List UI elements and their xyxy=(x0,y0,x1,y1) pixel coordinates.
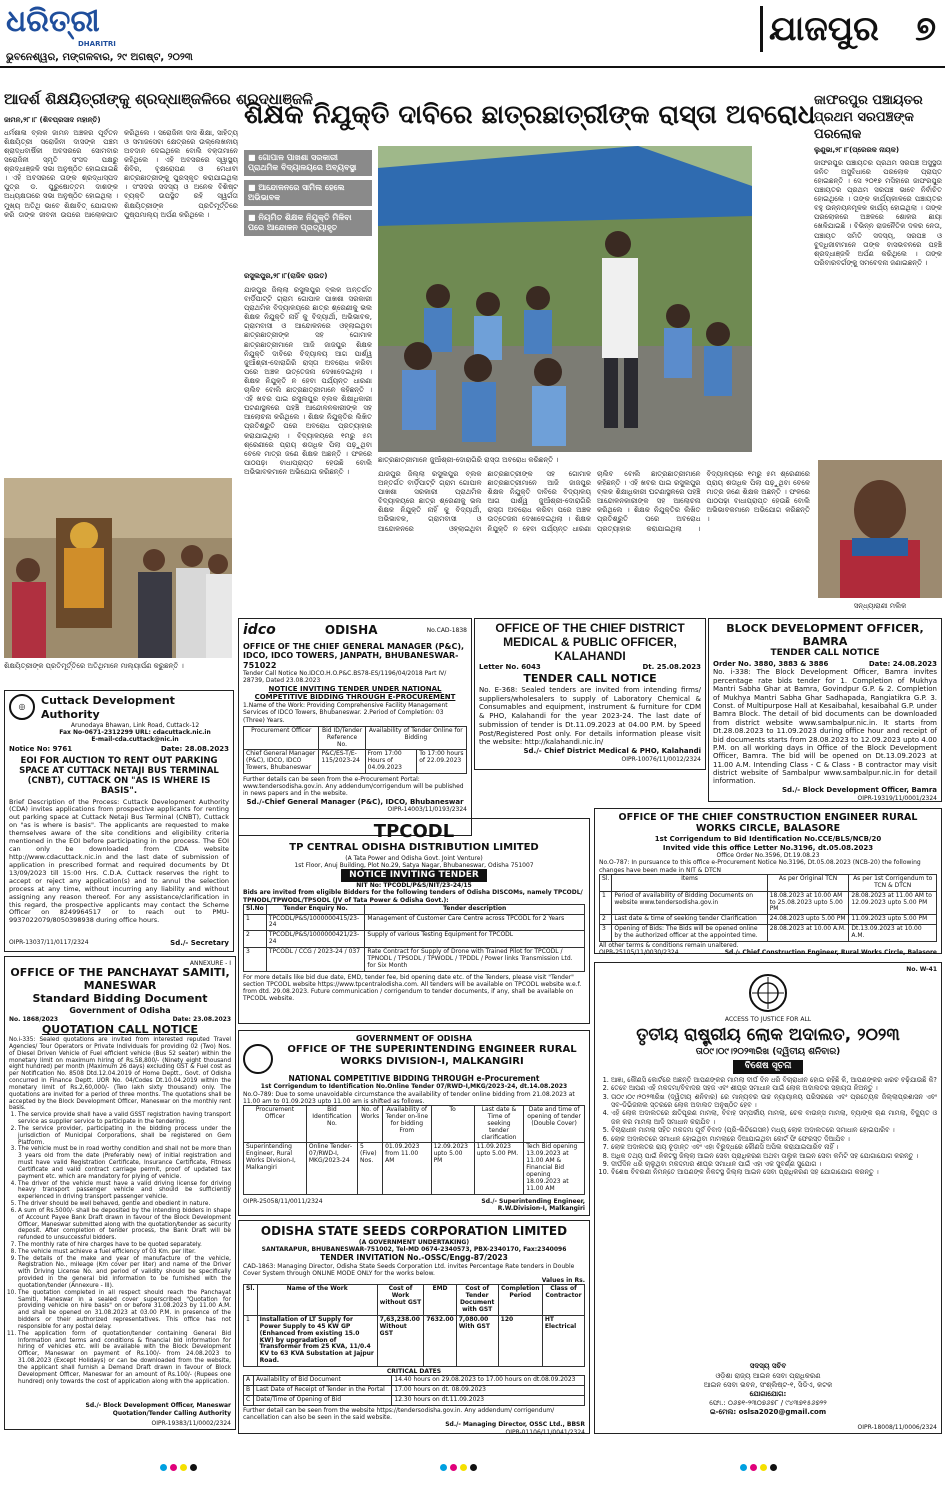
malkangiri-th-4: Availability of Tender on-line for bidding From xyxy=(383,1105,431,1142)
lead-bullet-3-text: ନିୟମିତ ଶିକ୍ଷକ ନିଯୁକ୍ତି ମିଳିବା ପରେ ଆନ୍ଦୋଳନ ପ୍ରତ୍ୟାହୃତ xyxy=(248,213,352,232)
tpcodl-r2-c2: TPCODL/P&S/1000000421/23-24 xyxy=(266,931,365,948)
ossc-td-1: 1 xyxy=(244,1315,258,1366)
idco-th-1: Procurement Officer xyxy=(244,726,319,750)
bdo-subtitle: TENDER CALL NOTICE xyxy=(770,648,880,659)
lead-photo-caption: ଛାତ୍ରଛାତ୍ରୀମାନେ ଜୁଆଁଶ୍ରୀ-ଦୋରାଗିରି ରାସ୍ତା ଅବରୋଧ କରିଛନ୍ତି । xyxy=(378,456,559,464)
malkangiri-th-3: No. of Works xyxy=(358,1105,383,1142)
ad-bdo-bamra xyxy=(708,618,942,802)
masthead-rule xyxy=(0,66,945,68)
idco-subtitle: NOTICE INVITING TENDER UNDER NATIONAL COMPETITIVE BIDDING THROUGH E-PROCUREMENT xyxy=(254,684,456,702)
idco-td-3: From 17:00 Hours of 04.09.2023 xyxy=(365,750,417,774)
list-item: 9. The details of the make and year of manufacture of the vehicle, Registration No., mileage (Km cover per liter) and name of the Driver with Driving License No. and period of validity should be specifically provided in the general bid information to be furnished with the quotation/tender (Annexure - III). xyxy=(18,1256,231,1290)
right-story-caption: ସନ୍ଧ୍ୟାରାଣୀ ମଲିକ xyxy=(853,602,907,610)
idco-odisha-logo: ODISHA xyxy=(324,623,378,638)
ossc-d3-c2: Date/Time of Opening of Bid xyxy=(254,1396,392,1406)
balasore-footer: All other terms & conditions remain unaltered. xyxy=(599,941,739,949)
left-story-photo-art xyxy=(4,478,232,658)
lok-adalat-address: ଆଇନ ସେବା ଭବନ, ସଂଶ୍ଲିଷ୍ଟ-୧, ସିଡିଏ, କଟକ xyxy=(703,1380,833,1389)
black-dot xyxy=(470,1464,477,1471)
list-item: 3. ତା୦୯।୦୯।୨୦୨୩ରିଖ (ଦ୍ୱିତୀୟ ଶନିବାର) ରେ ମାନ୍ୟବର ଉଚ୍ଚ ନ୍ୟାୟାଳୟ ପରିସରରେ ଏବଂ ପ୍ରତ୍ୟେକ ଜିଲ୍ଲାପ୍ରଶାସନ ଏବଂ ସବ-ଡିଭିଜନାଲ ସ୍ତରରେ ଲୋକ ଅଦାଲତ ଅନୁଷ୍ଠିତ ହେବ । xyxy=(611,1093,937,1110)
bdo-date: Date: 24.08.2023 xyxy=(868,659,937,668)
ossc-td-3: 7,63,238.00 Without GST xyxy=(377,1315,424,1366)
ossc-d1-c2: Availability of Bid Document xyxy=(254,1376,392,1386)
ad-cdmo xyxy=(474,618,706,770)
balasore-order: Office Order No.3596, Dt.19.08.23 xyxy=(716,852,820,860)
registration-marks-center xyxy=(440,1464,477,1471)
list-item: 11. The application form of quotation/tender containing General Bid Information and terms and conditions & financial bid information for hiring of vehicles etc. will be available with the Block Development Officer, Maneswar on payment of Rs.100/- from 24.08.2023 to 31.08.2023 (Except Holidays) or can be downloaded from the website, the applicant shall furnish a Demand Draft drawn in favour of Block Development Officer, Maneswar for an amount of Rs.100/- (Rupees one hundred) only towards the cost of application along with the application. xyxy=(18,1331,231,1386)
ossc-sign: Sd./- Managing Director, OSSC Ltd., BBSR xyxy=(445,1421,585,1429)
tpcodl-th-3: Tender description xyxy=(365,904,585,914)
cda-email: E-mail-cda.cuttack@nic.in xyxy=(91,735,179,743)
right-story-headline: ଜାଫରପୁର ପଞ୍ଚାୟତର ପ୍ରଥମ ସରପଞ୍ଚଙ୍କ ପରଲୋକ xyxy=(814,93,923,142)
idco-footer: Further details can be seen from the e-Procurement Portal: www.tendersodisha.gov.in. Any addendum/corrigendum will be published in news papers and in the website. xyxy=(243,776,464,798)
cdmo-oipr: OIPR-10076/11/0012/2324 xyxy=(621,755,701,763)
cdmo-title: OFFICE OF THE CHIEF DISTRICT MEDICAL & PUBLIC OFFICER, KALAHANDI xyxy=(495,621,685,663)
ossc-d2-c1: B xyxy=(244,1386,254,1396)
tpcodl-title: TP CENTRAL ODISHA DISTRIBUTION LIMITED xyxy=(289,842,539,853)
ossc-values: Values in Rs. xyxy=(541,1277,585,1285)
table-row xyxy=(244,1315,585,1366)
ossc-intro: CAD-1863: Managing Director, Odisha State Seeds Corporation Ltd. invites Percentage Rate tenders in Double Cover System through ONLINE MODE ONLY for the works below. xyxy=(243,1262,575,1277)
lok-adalat-email: ଇ-ମେଲ: oslsa2020@gmail.com xyxy=(709,1407,827,1416)
cda-footer xyxy=(9,939,229,948)
table-row xyxy=(244,750,467,774)
cda-sign: Sd./- Secretary xyxy=(170,939,229,948)
section-title-box xyxy=(760,6,942,52)
malkangiri-td-4: 01.09.2023 from 11.00 AM xyxy=(383,1143,431,1194)
list-item: 1. The service provide shall have a valid GSST registration having transport service as supplier service to participate in the tendering. xyxy=(18,1112,231,1126)
left-story-body: ଧର୍ମଶାଳା ବ୍ଲକ ଜାମନ ଅଞ୍ଚଳର ପୂର୍ବତନ ଶିକ୍ଷୟିତ୍ରୀ ସରୋଜିନୀ ଦାସଙ୍କ ପଞ୍ଚମ ଶ୍ରାଦ୍ଧବାର୍ଷିକୀ ଅବସରରେ ସୋମବାର ସରୋଜିନୀ ସ୍ମୃତି ସଂସଦ ପକ୍ଷରୁ ଶ୍ରଦ୍ଧାଞ୍ଜଳି ସଭା ଅନୁଷ୍ଠିତ ହୋଇଯାଇଛି । ଏହି ଅବସରରେ ତାଙ୍କ ଶ୍ରଦ୍ଧାସ୍ପଦ ପୁତ୍ର ଡ. ପୁରୁଷୋତ୍ତମ ଦାଶଙ୍କ ଅଧ୍ୟକ୍ଷତାରେ ସଭା ଅନୁଷ୍ଠିତ ହୋଇଥିଲା । ମୁଖ୍ୟ ଅତିଥି ଭାବେ ଶିକ୍ଷାବିତ୍ ଯୋଗଦାନ କରି ତାଙ୍କ ଜୀବନୀ ଉପରେ ଆଲୋକପାତ କରିଥିଲେ । ସରୋଜିନୀ ଦାସ ଶିକ୍ଷା, ସାହିତ୍ୟ ଓ ସମାଜସେବା କ୍ଷେତ୍ରରେ ଉଲ୍ଲେଖନୀୟ ଅବଦାନ ଦେଇଥିଲେ ବୋଲି ବକ୍ତାମାନେ କହିଥିଲେ । ଏହି ଅବସରରେ ସ୍ୱାସ୍ଥ୍ୟ ଶିବିର, ବୃକ୍ଷରୋପଣ ଓ ମେଧାବୀ ଛାତ୍ରଛାତ୍ରୀଙ୍କୁ ପୁରସ୍କୃତ କରାଯାଇଥିଲା । ସଂସଦର ସଦସ୍ୟ ଓ ଅନେକ ବିଶିଷ୍ଟ ବ୍ୟକ୍ତି ଉପସ୍ଥିତ ରହି ସ୍ୱର୍ଗତା ଶିକ୍ଷୟିତ୍ରୀଙ୍କ ପ୍ରତିମୂର୍ତ୍ତିରେ ପୁଷ୍ପମାଲ୍ୟ ଅର୍ପଣ କରିଥିଲେ । xyxy=(4,128,238,219)
list-item: 4. ଏହି ଲୋକ ଅଦାଲତରେ କ୍ଷତିପୂରଣ ମାମଲା, ବିବାହ ସମ୍ପର୍କୀୟ ମାମଲା, ଚେକ ବାଉନ୍ସ ମାମଲା, ବ୍ୟାଙ୍କ ଋଣ ମାମଲା, ବିଦ୍ୟୁତ ଓ ଜଳ କର ମାମଲା ଆଦି ସମାଧାନ କରାଯିବ । xyxy=(611,1109,937,1126)
ossc-dates-table xyxy=(243,1375,585,1406)
cdmo-letter: Letter No. 6043 xyxy=(479,663,541,672)
list-item: 5. The driver should be well behaved, gentle and obedient in nature. xyxy=(18,1201,231,1208)
masthead xyxy=(0,0,945,68)
lok-adalat-special-wrap xyxy=(599,1060,937,1073)
lead-bullets xyxy=(244,150,372,268)
odisha-emblem-icon xyxy=(243,1044,273,1074)
idco-code: No.CAD-1838 xyxy=(426,627,467,635)
malkangiri-td-3: 5 (Five) Nos. xyxy=(358,1143,383,1194)
balasore-r3-c3: 28.08.2023 at 10.00 A.M. xyxy=(767,925,849,942)
table-row xyxy=(244,931,585,948)
tpcodl-sub1: (A Tata Power and Odisha Govt. Joint Venture) xyxy=(345,854,483,862)
cdmo-letter-row xyxy=(479,663,701,672)
malkangiri-td-5: 12.09.2023 upto 5.00 PM xyxy=(431,1143,474,1194)
malkangiri-corr: 1st Corrigendum to Identification No.Online Tender 07/RWD-I,MKG/2023-24, dt.14.08.2023 xyxy=(260,1083,568,1091)
tpcodl-address: 1st Floor, Anuj Building, Plot No.29, Satya Nagar, Bhubaneswar, Odisha 751007 xyxy=(294,861,534,869)
cda-title: Cuttack Development Authority xyxy=(41,694,175,721)
list-item: 7. The monthly rate of hire charges have to be quoted separately. xyxy=(18,1242,231,1249)
ossc-td-4: 7632.00 xyxy=(424,1315,456,1366)
maneswar-subtitle: Standard Bidding Document xyxy=(32,992,208,1006)
masthead-logo-odia: ଧରିତ୍ରୀ xyxy=(6,4,100,39)
idco-table-head xyxy=(244,726,467,750)
right-story-photo-art xyxy=(818,460,942,598)
list-item: 5. ବିଚାରାଧୀନ ମାମଲା ସହିତ ମକଦ୍ଦମା ପୂର୍ବ ବିବାଦ (ପ୍ରି-ଲିଟିଗେସନ) ମଧ୍ୟ ଲୋକ ଅଦାଲତରେ ସମାଧାନ ହୋଇପାରିବ । xyxy=(611,1126,937,1134)
idco-work: 1.Name of the Work: Providing Comprehensive Facility Management Services of IDCO Towers, Bhubaneswar. 2.Period of Completion: 03 (Three) Years. xyxy=(243,702,448,724)
ad-lok-adalat xyxy=(594,962,942,1434)
list-item: 8. The vehicle must achieve a fuel efficiency of 03 Km. per liter. xyxy=(18,1249,231,1256)
balasore-r2-c1: 2 xyxy=(600,915,612,925)
tpcodl-footer: For more details like bid due date, EMD, tender fee, bid opening date etc. of the Tenders, please visit "Tender" section TPCODL website https://www.tpcentralodisha.com. All tenders will be available on TPCODL website w.e.f. from dtd. 29.08.2023. Future communication / corrigendum to tender documents, if any, shall be available on TPCODL website. xyxy=(243,973,582,1003)
balasore-sub2: Invited vide this office Letter No.3196, dt.05.08.2023 xyxy=(662,843,874,852)
list-item: 6. ଲୋକ ଅଦାଲତରେ ସମାଧାନ ହୋଇଥିବା ମାମଲାରେ ଦିଆଯାଇଥିବା କୋର୍ଟ ଫି ଫେରସ୍ତ ଦିଆଯିବ । xyxy=(611,1135,937,1143)
maneswar-date: Date: 23.08.2023 xyxy=(172,1016,231,1024)
bdo-order: Order No. 3880, 3883 & 3886 xyxy=(713,659,829,668)
cda-notice-row xyxy=(9,745,229,754)
tpcodl-intro: Bids are invited from eligible Bidders for the following tenders of Odisha DISCOMs, namely TPCODL/ TPNODL/TPWODL/TPSODL (JV of Tata Power & Odisha Govt.): xyxy=(243,889,583,904)
left-story-caption: ଶିକ୍ଷୟିତ୍ରୀଙ୍କ ପ୍ରତିମୂର୍ତ୍ତିରେ ଅତିଥିମାନେ ମାଲ୍ୟାର୍ପଣ କରୁଛନ୍ତି । xyxy=(4,662,184,670)
list-item: 10. The quotation completed in all respect should reach the Panchayat Samiti, Maneswar in a sealed cover superscribed "Quotation for providing vehicle on hire basis" on or before 31.08.2023 by 11.00 A.M. and shall be opened on 31.08.2023 at 03.00 P.M. in presence of the bidders or their authorized representatives. This office has not responsible for any postal delay. xyxy=(18,1290,231,1331)
lead-headline: ଶିକ୍ଷକ ନିଯୁକ୍ତି ଦାବିରେ ଛାତ୍ରଛାତ୍ରୀଙ୍କ ରାସ୍ତା ଅବରୋଧ xyxy=(244,100,816,130)
maneswar-sign: Sd./- Block Development Officer, Maneswar Quotation/Tender Calling Authority xyxy=(85,1402,231,1417)
ossc-td-7: HT Electrical xyxy=(542,1315,584,1366)
ossc-d1-c3: 14.40 hours on 29.08.2023 to 17.00 hours on dt.08.09.2023 xyxy=(392,1376,585,1386)
tpcodl-r3-c3: Rate Contract for Supply of Drone with Trained Pilot for TPCODL / TPNODL / TPSODL / TPWODL / TPDDL / Power links Transmission Ltd. for Six Month xyxy=(365,948,585,972)
tpcodl-th-1: Sl.No xyxy=(244,904,267,914)
malkangiri-table xyxy=(243,1105,585,1195)
right-story-byline: ଲୁଣୁଭା,୨୮।୮(ପ୍ରେରକ ନାୟକ) xyxy=(814,146,900,154)
table-row xyxy=(244,1376,585,1386)
tpcodl-table-head xyxy=(244,904,585,914)
balasore-r1-c4: 28.08.2023 at 11.00 AM to 12.09.2023 upto 5.00 PM xyxy=(849,891,937,915)
lok-adalat-special: ବିଶେଷ ସୂଚନା xyxy=(733,1060,804,1073)
ossc-d1-c1: A xyxy=(244,1376,254,1386)
registration-marks-left xyxy=(160,1464,197,1471)
table-row xyxy=(244,1143,585,1194)
magenta-dot xyxy=(170,1464,177,1471)
tpcodl-band: NOTICE INVITING TENDER xyxy=(341,869,487,882)
maneswar-body: No.i-335: Sealed quotations are invited from interested reputed Travel Agencies/ Tour Operators or Private Individuals for providing 02 (Two) Nos. of Diesel Driven Vehicle of Fuel efficient vehicle (Bus 52 seater) within the monetary limit on maximum hiring of Rs.58,800/- (Ninety eight thousand eight hundred) per month (Maximum 26 days) excluding GST & Fuel cost as per Notification No. 8508 Dtd.12.04.2019 of Home Deptt., Govt. of Odisha concurred in Finance Deptt. UOR No. 04/Codes Dt.10.04.2019 within the monetary limit of Rs.2,60,000/- (Two lakh sixty thousand) only. The quotations are invited for a period of three months. The quotations shall be accepted by the Block Development Officer, Maneswar on the monthly rent basis. xyxy=(9,1037,231,1112)
ossc-d2-c2: Last Date of Receipt of Tender in the Portal xyxy=(254,1386,392,1396)
tpcodl-logo: TPCODL xyxy=(373,821,455,842)
cdmo-subtitle: TENDER CALL NOTICE xyxy=(523,672,657,686)
malkangiri-oipr: OIPR-25058/11/0011/2324 xyxy=(243,1197,323,1205)
balasore-r3-c2: Opening of Bids: The Bids will be opened online by the authorized officer at the appointed time. xyxy=(612,925,767,942)
cyan-dot xyxy=(740,1464,747,1471)
idco-td-1: Chief General Manager (P&C), IDCO, IDCO Towers, Bhubaneswar xyxy=(244,750,319,774)
ossc-td-6: 120 xyxy=(498,1315,542,1366)
page-number: ୭ xyxy=(915,9,936,49)
idco-oipr: OIPR-14003/11/0193/2324 xyxy=(387,806,467,814)
tpcodl-r3-c2: TPCODL / CCG / 2023-24 / 037 xyxy=(266,948,365,972)
list-item: 10. ବିଶେଷ ବିବରଣୀ ନିମନ୍ତେ ଆପଣଙ୍କ ନିକଟସ୍ଥ ଜିଲ୍ଲା ଆଇନ ସେବା ପ୍ରାଧିକରଣ ସହ ଯୋଗାଯୋଗ କରନ୍ତୁ । xyxy=(611,1168,937,1176)
lok-adalat-no: No. W-41 xyxy=(906,966,937,973)
ossc-d3-c1: C xyxy=(244,1396,254,1406)
lead-bullet-1: ■ ଗୋପାଳ ପାଖଶା ସରକାରୀ ପ୍ରାଥମିକ ବିଦ୍ୟାଳୟରେ ଅବ୍ୟବସ୍ଥା xyxy=(244,150,372,176)
ossc-d3-c3: 12.30 hours on dt.11.09.2023 xyxy=(392,1396,585,1406)
lead-bullet-3: ■ ନିୟମିତ ଶିକ୍ଷକ ନିଯୁକ୍ତି ମିଳିବା ପରେ ଆନ୍ଦୋଳନ ପ୍ରତ୍ୟାହୃତ xyxy=(244,210,372,236)
balasore-th-2: Items xyxy=(612,874,767,891)
ossc-table xyxy=(243,1284,585,1367)
bdo-oipr: OIPR-19319/11/0001/2324 xyxy=(857,794,937,802)
right-story xyxy=(814,92,942,452)
tpcodl-th-2: Tender Enquiry No. xyxy=(266,904,365,914)
balasore-table-head xyxy=(600,874,937,891)
idco-th-2: Bid ID/Tender Reference No. xyxy=(319,726,365,750)
maneswar-no: No. 1868/2023 xyxy=(9,1016,59,1024)
ossc-th-3: Cost of Work without GST xyxy=(377,1285,424,1316)
idco-table xyxy=(243,726,467,774)
idco-td-4: To 17:00 hours of 22.09.2023 xyxy=(417,750,467,774)
table-row xyxy=(244,1386,585,1396)
malkangiri-title: OFFICE OF THE SUPERINTENDING ENGINEER RURAL WORKS DIVISION-I, MALKANGIRI xyxy=(287,1044,577,1067)
ad-maneswar xyxy=(4,956,236,1430)
yellow-dot xyxy=(180,1464,187,1471)
dateline: ଭୁବନେଶ୍ୱର, ମଙ୍ଗଳବାର, ୨୯ ଅଗଷ୍ଟ, ୨୦୨୩ xyxy=(6,52,193,63)
table-row xyxy=(244,914,585,931)
ad-rural-balasore xyxy=(594,808,942,957)
bdo-body: No. i-338: The Block Development Officer, Bamra invites percentage rate bids tender for 1. Completion of Mukhya Mantri Sabha Ghar at Bamra, Govindpur G.P. & 2. Completion of Mukhya Mantri Sabha Ghar Sadhapada, Rangiatikra G.P. 3. Const. of Multipurpose Hall at Kesaibahal, kesaibahal G.P. under Bamra Block. The detail of bid documents can be downloaded from district website www.sambalpur.nic.in. It starts from Dt.28.08.2023 to 11.09.2023 during office hour and receipt of bid documents starts from 28.08.2023 to 12.09.2023 upto 4.00 P.M. on all working days in Office of the Block Development Officer, Bamra. The bid will be opened on Dt.13.09.2023 at 11.00 A.M. Intending Class - C & Class - B contractor may visit district website of Sambalpur www.sambalpur.nic.in for detail information. xyxy=(713,668,937,786)
right-story-photo xyxy=(818,460,942,598)
lok-adalat-emblem-caption: ACCESS TO JUSTICE FOR ALL xyxy=(724,1015,812,1023)
idco-header xyxy=(243,622,467,640)
balasore-sub: 1st Corrigendum to Bid Identification No.CCE/BLS/NCB/20 xyxy=(654,834,882,843)
balasore-r1-c1: 1 xyxy=(600,891,612,915)
list-item: 8. ଅଧିକ ତଥ୍ୟ ପାଇଁ ନିକଟସ୍ଥ ଜିଲ୍ଲା ଆଇନ ସେବା ପ୍ରାଧିକରଣ ଅଥବା ତାଲୁକ ଆଇନ ସେବା କମିଟି ସହ ଯୋଗାଯୋଗ କରନ୍ତୁ । xyxy=(611,1152,937,1160)
cdmo-body: No. E-368: Sealed tenders are invited from intending firms/ suppliers/wholesalers to supply of Laboratory Chemical & Consumables and equipment, instrument & furniture for CDM & PHO, Kalahandi for the year 2023-24. The last date of submission of tender is Dt.11.09.2023 at 04.00 P.M. by Speed Post/Registered Post only. For details information please visit the website: http://kalahandi.nic.in/ xyxy=(479,685,701,747)
tpcodl-r3-c1: 3 xyxy=(244,948,267,972)
balasore-bottom xyxy=(599,949,937,956)
cyan-dot xyxy=(440,1464,447,1471)
list-item: 2. The service provider, participating in the bidding process under the jurisdiction of Municipal Corporations, shall be registered on Gem Platform. xyxy=(18,1126,231,1146)
lead-body-left: ଯାଜପୁର ଜିଲ୍ଲା ରସୁଲପୁର ବ୍ଲକ ଅନ୍ତର୍ଗତ ବାର୍ଡ଼ିପାଟ୍ଟି ଗ୍ରାମ ଗୋପାଳ ପାଖଶା ସରକାରୀ ପ୍ରାଥମିକ ବିଦ୍ୟାଳୟରେ ଛାତ୍ର ଶ୍ରେଣୀକୁ ଭଲ ଶିକ୍ଷକ ନିଯୁକ୍ତି ନାହିଁ କୁ ବିଦ୍ୟାର୍ଥୀ, ଅଭିଭାବକ, ଗ୍ରାମବାସୀ ଓ ଆନ୍ଦୋଳନରେ ଓହ୍ଲାଇଥିବା ଛାତ୍ରଛାତ୍ରୀଙ୍କ ସହ ଗୋମାଳ ଛାତ୍ରଛାତ୍ରୀମାନେ ଆଜି ଜାଜପୁର ଶିକ୍ଷକ ନିଯୁକ୍ତି ଦାବିରେ ବିଦ୍ୟାଳୟ ଆଗ ପାର୍ଶ୍ୱ ଜୁଆଁଶ୍ରୀ-ଦୋରାଗିରି ରାସ୍ତା ଅବରୋଧ କରିବା ପରେ ଅଞ୍ଚଳ ଉତ୍ତେଜନା ଦେଖାଦେଇଥିଲା । ଶିକ୍ଷକ ନିଯୁକ୍ତି ନ ହେବା ପର୍ଯ୍ୟନ୍ତ ଧାରଣା ଚାଲିବ ବୋଲି ଛାତ୍ରଛାତ୍ରୀମାନେ କହିଛନ୍ତି । ଏହି ଖବର ପାଇ ରସୁଲପୁର ବ୍ଲକ ଶିକ୍ଷାଧିକାରୀ ଘଟଣାସ୍ଥଳରେ ପହଞ୍ଚି ଆନ୍ଦୋଳନକାରୀଙ୍କ ସହ ଆଲୋଚନା କରିଥିଲେ । ଶିକ୍ଷକ ନିଯୁକ୍ତିର ଲିଖିତ ପ୍ରତିଶ୍ରୁତି ପରେ ଅବରୋଧ ପ୍ରତ୍ୟାହାର କରାଯାଇଥିଲା । ବିଦ୍ୟାଳୟରେ ୧ମରୁ ୫ମ ଶ୍ରେଣୀରେ ପ୍ରାୟ ଶତାଧିକ ପିଲା ପଢ଼ୁଥିବା ବେଳେ ମାତ୍ର ଜଣେ ଶିକ୍ଷକ ଅଛନ୍ତି । ଫଳରେ ପାଠପଢ଼ା ବାଧାପ୍ରାପ୍ତ ହେଉଛି ବୋଲି ଅଭିଭାବକମାନେ ଅଭିଯୋଗ କରିଛନ୍ତି । xyxy=(244,286,372,476)
table-row xyxy=(244,948,585,972)
ossc-dates-title: CRITICAL DATES xyxy=(386,1368,442,1376)
tpcodl-band-wrap xyxy=(243,869,585,882)
yellow-dot xyxy=(760,1464,767,1471)
lead-headline-box xyxy=(244,92,816,140)
tpcodl-r1-c1: 1 xyxy=(244,914,267,931)
ossc-td-5: 7,080.00 With GST xyxy=(456,1315,498,1366)
cda-date: Date: 28.08.2023 xyxy=(160,745,229,754)
malkangiri-gov: GOVERNMENT OF ODISHA xyxy=(355,1034,473,1043)
ossc-d2-c3: 17.00 hours on dt. 08.09.2023 xyxy=(392,1386,585,1396)
cda-headline: EOI FOR AUCTION TO RENT OUT PARKING SPACE AT CUTTACK NETAJI BUS TERMINAL (CNBT), CUTTACK ON "AS IS WHERE IS BASIS". xyxy=(19,755,219,797)
ad-ossc xyxy=(238,1220,590,1434)
ossc-th-4: EMD xyxy=(424,1285,456,1316)
malkangiri-th-1: Procurement Officer xyxy=(244,1105,307,1142)
ossc-th-7: Class of Contractor xyxy=(542,1285,584,1316)
malkangiri-table-head xyxy=(244,1105,585,1142)
masthead-logo-latin: DHARITRI xyxy=(78,40,116,48)
bdo-order-row xyxy=(713,660,937,669)
balasore-table xyxy=(599,874,937,942)
lead-body-columns: ଯାଜପୁର ଜିଲ୍ଲା ରସୁଲପୁର ବ୍ଲକ ଅନ୍ତର୍ଗତ ବାର୍ଡ଼ିପାଟ୍ଟି ଗ୍ରାମ ଗୋପାଳ ପାଖଶା ସରକାରୀ ପ୍ରାଥମିକ ବିଦ୍ୟାଳୟରେ ଛାତ୍ର ଶ୍ରେଣୀକୁ ଭଲ ଶିକ୍ଷକ ନିଯୁକ୍ତି ନାହିଁ କୁ ବିଦ୍ୟାର୍ଥୀ, ଅଭିଭାବକ, ଗ୍ରାମବାସୀ ଓ ଆନ୍ଦୋଳନରେ ଓହ୍ଲାଇଥିବା ଛାତ୍ରଛାତ୍ରୀଙ୍କ ସହ ଗୋମାଳ ଛାତ୍ରଛାତ୍ରୀମାନେ ଆଜି ଜାଜପୁର ଶିକ୍ଷକ ନିଯୁକ୍ତି ଦାବିରେ ବିଦ୍ୟାଳୟ ଆଗ ପାର୍ଶ୍ୱ ଜୁଆଁଶ୍ରୀ-ଦୋରାଗିରି ରାସ୍ତା ଅବରୋଧ କରିବା ପରେ ଅଞ୍ଚଳ ଉତ୍ତେଜନା ଦେଖାଦେଇଥିଲା । ଶିକ୍ଷକ ନିଯୁକ୍ତି ନ ହେବା ପର୍ଯ୍ୟନ୍ତ ଧାରଣା ଚାଲିବ ବୋଲି ଛାତ୍ରଛାତ୍ରୀମାନେ କହିଛନ୍ତି । ଏହି ଖବର ପାଇ ରସୁଲପୁର ବ୍ଲକ ଶିକ୍ଷାଧିକାରୀ ଘଟଣାସ୍ଥଳରେ ପହଞ୍ଚି ଆନ୍ଦୋଳନକାରୀଙ୍କ ସହ ଆଲୋଚନା କରିଥିଲେ । ଶିକ୍ଷକ ନିଯୁକ୍ତିର ଲିଖିତ ପ୍ରତିଶ୍ରୁତି ପରେ ଅବରୋଧ ପ୍ରତ୍ୟାହାର କରାଯାଇଥିଲା । ବିଦ୍ୟାଳୟରେ ୧ମରୁ ୫ମ ଶ୍ରେଣୀରେ ପ୍ରାୟ ଶତାଧିକ ପିଲା ପଢ଼ୁଥିବା ବେଳେ ମାତ୍ର ଜଣେ ଶିକ୍ଷକ ଅଛନ୍ତି । ଫଳରେ ପାଠପଢ଼ା ବାଧାପ୍ରାପ୍ତ ହେଉଛି ବୋଲି ଅଭିଭାବକମାନେ ଅଭିଯୋଗ କରିଛନ୍ତି । xyxy=(378,470,810,533)
section-title: ଯାଜପୁର xyxy=(769,9,879,49)
ossc-title: ODISHA STATE SEEDS CORPORATION LIMITED xyxy=(260,1224,568,1238)
table-row xyxy=(600,915,937,925)
bdo-sign: Sd./- Block Development Officer, Bamra xyxy=(782,785,937,794)
right-story-body: ଜାଫରପୁର ପଞ୍ଚାୟତର ପ୍ରଥମ ସରପଞ୍ଚ ଅସୁସ୍ଥତା ଜନିତ ଅସୁବିଧାରେ ପରଲୋକ ପ୍ରାପ୍ତ ହୋଇଛନ୍ତି । ସେ ୨୦୧୭ ମସିହାରେ ଜାଫରପୁର ପଞ୍ଚାୟତର ପ୍ରଥମ ସରପଞ୍ଚ ଭାବେ ନିର୍ବାଚିତ ହୋଇଥିଲେ । ତାଙ୍କ କାର୍ଯ୍ୟକାଳରେ ପଞ୍ଚାୟତର ବହୁ ଉନ୍ନୟନମୂଳକ କାର୍ଯ୍ୟ ହୋଇଥିଲା । ତାଙ୍କ ପରଲୋକରେ ଅଞ୍ଚଳରେ ଶୋକର ଛାୟା ଖେଳିଯାଇଛି । ବିଭିନ୍ନ ରାଜନୈତିକ ଦଳର ନେତା, ପଞ୍ଚାୟତ ସମିତି ସଦସ୍ୟ, ସରପଞ୍ଚ ଓ ବୁଦ୍ଧିଜୀବୀମାନେ ତାଙ୍କ ବାସଭବନରେ ପହଞ୍ଚି ଶ୍ରଦ୍ଧାଞ୍ଜଳି ଅର୍ପଣ କରିଥିଲେ । ତାଙ୍କ ପରିବାରବର୍ଗଙ୍କୁ ସମବେଦନା ଜଣାଇଛନ୍ତି । xyxy=(814,158,942,267)
lead-photo-art xyxy=(378,146,752,452)
balasore-oipr: OIPR-25105/11/0030/2324 xyxy=(599,949,679,957)
ossc-oipr: OIPR-01106/11/0041/2324 xyxy=(505,1428,585,1436)
lok-adalat-member: ସଦସ୍ୟ ସଚିବ xyxy=(749,1362,787,1371)
idco-th-3: Availability of Tender Online for Bidding xyxy=(365,726,466,750)
maneswar-annex: ANNEXURE - I xyxy=(189,960,231,967)
table-row xyxy=(600,925,937,942)
left-story-headline: ଆଦର୍ଶ ଶିକ୍ଷୟିତ୍ରୀଙ୍କୁ ଶ୍ରଦ୍ଧାଞ୍ଜଳିରେ ଶ୍ରଦ୍ଧାଞ୍ଜଳି xyxy=(4,90,314,108)
lead-bullet-2: ■ ଆନ୍ଦୋଳନରେ ସାମିଲ ହେଲେ ଅଭିଭାବକ xyxy=(244,180,372,206)
ossc-nit: TENDER INVITATION No.-OSSC/Engg-87/2023 xyxy=(320,1253,508,1263)
malkangiri-td-7: Tech Bid opening 13.09.2023 at 11.00 AM & Financial Bid opening 18.09.2023 at 11.00 AM xyxy=(524,1143,585,1194)
nalsa-emblem-icon xyxy=(748,973,788,1013)
malkangiri-intro: No.O-789: Due to some unavoidable circumstance the availability of tender online bidding from 21.08.2023 at 11.00 am to 01.09.2023 upto 11.00 am is shifted as follows. xyxy=(243,1090,575,1105)
lead-bullet-2-text: ଆନ୍ଦୋଳନରେ ସାମିଲ ହେଲେ ଅଭିଭାବକ xyxy=(248,183,345,202)
balasore-r3-c4: Dt.13.09.2023 at 10.00 A.M. xyxy=(849,925,937,942)
balasore-r2-c2: Last date & time of seeking tender Clarification xyxy=(612,915,767,925)
malkangiri-th-5: To xyxy=(431,1105,474,1142)
cda-oipr: OIPR-13037/11/0117/2324 xyxy=(9,939,89,947)
black-dot xyxy=(770,1464,777,1471)
maneswar-terms xyxy=(9,1112,231,1385)
masthead-logo xyxy=(6,4,166,42)
cda-body: Brief Description of the Process: Cuttack Development Authority (CDA) invites applications from prospective applicants for renting out parking space at Cuttack Netaji Bus Terminal (CNBT), Cuttack on "as is where is basis". The applicants are requested to make themselves aware of the site conditions and eligibility criteria mentioned in the EOI before participating in the process. The EOI can only be downloaded from CDA website http://www.cdacuttack.nic.in and the last date of submission of application in prescribed format and required documents by Dt 13/09/2023 till 15:00 Hrs. C.D.A. Cuttack reserves the right to accept or reject any application(s) and to annul the selection process at any time, without incurring any liability and without assigning any reason thereof. For any assistance/clarification in this regard, the prospective applicants may contact the Scheme Officer on 8249964517 or to reach out to PMU-9937022079/8050398938 during office hours. xyxy=(9,797,229,925)
black-dot xyxy=(190,1464,197,1471)
table-row xyxy=(600,891,937,915)
list-item: 6. A sum of Rs.5000/- shall be deposited by the intending bidders in shape of Account Payee Bank Draft drawn in favour of the Block Development Officer, Maneswar submitted along with the quotation/tender as security deposit. After completion of tender process, the Bank Draft will be refunded to unsuccessful bidders. xyxy=(18,1208,231,1242)
cda-header xyxy=(9,694,229,743)
list-item: 4. The driver of the vehicle must have a valid driving license for driving heavy transport passenger vehicle and should be sufficiently experienced in driving transport passenger vehicle. xyxy=(18,1181,231,1201)
lead-byline: ରସୁଲପୁର,୨୮।୮(ରାଜିବ ରାଉତ) xyxy=(244,272,328,280)
left-story-photo xyxy=(4,478,232,658)
lok-adalat-points xyxy=(599,1076,937,1177)
bdo-title: BLOCK DEVELOPMENT OFFICER, BAMRA xyxy=(726,622,924,649)
malkangiri-header xyxy=(243,1044,585,1074)
ossc-address: SANTARAPUR, BHUBANESWAR-751002, Tel-MD 0674-2340573, PBX-2340170, Fax:2340096 xyxy=(261,1246,567,1254)
lead-bullet-1-text: ଗୋପାଳ ପାଖଶା ସରକାରୀ ପ୍ରାଥମିକ ବିଦ୍ୟାଳୟରେ ଅବ୍ୟବସ୍ଥା xyxy=(248,153,357,172)
magenta-dot xyxy=(450,1464,457,1471)
ad-idco xyxy=(238,618,472,836)
lok-adalat-date: ତା୦୯।୦୯।୨୦୨୩ରିଖ (ଦ୍ୱିତୀୟ ଶନିବାର) xyxy=(695,1047,841,1058)
cyan-dot xyxy=(160,1464,167,1471)
malkangiri-th-2: Bid Identification No. xyxy=(306,1105,357,1142)
malkangiri-sign: Sd./- Superintending Engineer, R.W.Division-I, Malkangiri xyxy=(481,1197,585,1212)
maneswar-oipr: OIPR-19383/11/0002/2324 xyxy=(151,1419,231,1427)
lok-adalat-emblem-wrap xyxy=(599,973,937,1016)
list-item: 1. ଆଜ୍ଞା, କୌଣସି କୋର୍ଟରେ ଅଛନ୍ତି ଆପଣଙ୍କର ମାମଲା ଦୀର୍ଘ ଦିନ ଧରି ବିଚାରାଧୀନ ହୋଇ ରହିଛି କି, ଆପଣଙ୍କର ଖରଚ ବଢ଼ିଯାଉଛି କି? xyxy=(611,1076,937,1084)
cdmo-sign: Sd./- Chief District Medical & PHO, Kalahandi xyxy=(523,747,701,756)
list-item: 7. ଲୋକ ଅଦାଲତର ରାୟ ଚୂଡ଼ାନ୍ତ ଏବଂ ଏହା ବିରୁଦ୍ଧରେ କୌଣସି ଅପିଲ କରାଯାଇପାରିବ ନାହିଁ । xyxy=(611,1143,937,1151)
ossc-footer: Further detail can be seen from the website https://tendersodisha.gov.in. Any addendum/ corrigendum/ cancellation can also be seen in the said website. xyxy=(243,1406,555,1422)
idco-sign: Sd./-Chief General Manager (P&C), IDCO, Bhubaneswar xyxy=(246,797,464,806)
balasore-th-4: As per 1st Corrigendum to TCN & DTCN xyxy=(849,874,937,891)
lok-adalat-contact-block xyxy=(599,1362,937,1417)
lok-adalat-phone: ଫୋ.: ୦୬୭୧-୨୩୦୭୬୭୮ / ୯୪୩୭୧୫୬୭୨୨ xyxy=(709,1398,827,1407)
ossc-th-6: Completion Period xyxy=(498,1285,542,1316)
ossc-th-2: Name of the Work xyxy=(257,1285,377,1316)
malkangiri-td-2: Online Tender-07/RWD-I, MKG/2023-24 xyxy=(306,1143,357,1194)
magenta-dot xyxy=(750,1464,757,1471)
table-row xyxy=(244,1396,585,1406)
lead-photo xyxy=(378,146,752,452)
balasore-r2-c4: 11.09.2023 upto 5.00 PM xyxy=(849,915,937,925)
cda-fax: Fax No-0671-2312299 URL: cdacuttack.nic.in xyxy=(59,728,211,736)
ossc-table-head xyxy=(244,1285,585,1316)
cda-notice: Notice No: 9761 xyxy=(9,745,73,754)
balasore-intro: No.O-787: In pursuance to this office e-Procurement Notice No.3196, Dt.05.08.2023 (NCB-20) the following changes have been made in NIT & DTCN xyxy=(599,859,921,874)
balasore-r2-c3: 24.08.2023 upto 5.00 PM xyxy=(767,915,849,925)
malkangiri-sub: NATIONAL COMPETITIVE BIDDING THROUGH e-Procurement xyxy=(288,1074,540,1083)
yellow-dot xyxy=(460,1464,467,1471)
maneswar-notice: QUOTATION CALL NOTICE xyxy=(41,1023,199,1037)
malkangiri-td-1: Superintending Engineer, Rural Works Division-I, Malkangiri xyxy=(244,1143,307,1194)
idco-td-2: P&C/ES-T/E-115/2023-24 xyxy=(319,750,365,774)
balasore-r1-c3: 18.08.2023 at 10.00 AM to 25.08.2023 upto 5.00 PM xyxy=(767,891,849,915)
lok-adalat-contact-label: ଯୋଗାଯୋଗ: xyxy=(749,1389,787,1398)
balasore-r1-c2: Period of availability of Bidding Documents on website www.tendersodisha.gov.in xyxy=(612,891,767,915)
idco-ref: Tender Call Notice No.IDCO.H.O.P&C.BS78-ES/1196/04/2018 Part IV/ 28739, Dated 23.08.2023 xyxy=(243,670,447,685)
tpcodl-r2-c3: Supply of various Testing Equipment for TPCODL xyxy=(365,931,585,948)
malkangiri-th-7: Date and time of opening of tender (Double Cover) xyxy=(524,1105,585,1142)
balasore-title: OFFICE OF THE CHIEF CONSTRUCTION ENGINEER RURAL WORKS CIRCLE, BALASORE xyxy=(618,812,918,835)
ossc-sub: (A GOVERNMENT UNDERTAKING) xyxy=(358,1239,470,1246)
registration-marks-right xyxy=(740,1464,777,1471)
malkangiri-bottom xyxy=(243,1198,585,1212)
maneswar-gov: Government of Odisha xyxy=(69,1006,171,1016)
idco-logo: idco xyxy=(243,622,276,638)
lok-adalat-oipr: OIPR-18008/11/0006/2324 xyxy=(857,1423,937,1431)
tpcodl-table xyxy=(243,904,585,972)
ossc-td-2: Installation of LT Supply for Power Supply to 45 KW GP (Enhanced from existing 15.0 KW) by upgradation of Transformer from 25 KVA, 11/0.4 KV to 63 KVA Substation at Jajpur Road. xyxy=(257,1315,377,1366)
balasore-th-3: As per Original TCN xyxy=(767,874,849,891)
idco-title: OFFICE OF THE CHIEF GENERAL MANAGER (P&C), IDCO, IDCO TOWERS, JANPATH, BHUBANESWAR-751022 xyxy=(243,641,465,670)
cda-logo-icon: ◎ xyxy=(9,694,35,720)
balasore-sign: Sd./- Chief Construction Engineer, Rural Works Circle, Balasore xyxy=(724,949,937,957)
list-item: 9. ଦୀର୍ଘଦିନ ଧରି ଚାଲୁଥିବା ମକଦ୍ଦମାର ଶୀଘ୍ର ସମାଧାନ ପାଇଁ ଏହା ଏକ ସୁବର୍ଣ୍ଣ ସୁଯୋଗ । xyxy=(611,1160,937,1168)
maneswar-title: OFFICE OF THE PANCHAYAT SAMITI, MANESWAR xyxy=(10,966,230,992)
list-item: 2. ତେବେ ଆପଣ ଏହି ମକଦ୍ଦମା/ବିବାଦର ସହଜ ଏବଂ ଶୀଘ୍ର ସମାଧାନ ପାଇଁ ଲୋକ ଅଦାଲତର ସହାୟତା ନିଅନ୍ତୁ । xyxy=(611,1084,937,1092)
tpcodl-r2-c1: 2 xyxy=(244,931,267,948)
balasore-th-1: Sl. xyxy=(600,874,612,891)
lok-adalat-org: ଓଡ଼ିଶା ରାଜ୍ୟ ଆଇନ ସେବା ପ୍ରାଧିକରଣ xyxy=(715,1371,821,1380)
lok-adalat-title: ତୃତୀୟ ରାଷ୍ଟ୍ରୀୟ ଲୋକ ଅଦାଲତ, ୨୦୨୩ xyxy=(636,1025,900,1046)
tpcodl-r1-c2: TPCODL/P&S/1000000415/23-24 xyxy=(266,914,365,931)
list-item: 3. The vehicle must be in road worthy condition and shall not be more than 3 years old from the date (Preferably new) of initial registration and must have valid Registration Certificate, Insurance Certificate, Fitness Certificate and valid contract carriage permit, proof of updated tax payment etc. which are mandatory for plying of vehicle. xyxy=(18,1146,231,1180)
left-story-byline: ଜାମନ,୨୮।୮ (ଶିବପ୍ରସାଦ ମହାନ୍ତି) xyxy=(4,116,101,124)
maneswar-no-row xyxy=(9,1016,231,1023)
tpcodl-nit: NIT No: TPCODL/P&S/NIT/23-24/15 xyxy=(356,882,472,890)
cdmo-date: Dt. 25.08.2023 xyxy=(642,663,701,672)
malkangiri-th-6: Last date & Time of seeking tender clarification xyxy=(474,1105,524,1142)
ad-cda xyxy=(4,690,234,952)
malkangiri-td-6: 11.09.2023 upto 5.00 PM. xyxy=(474,1143,524,1194)
ad-rural-malkangiri xyxy=(238,1030,590,1216)
balasore-r3-c1: 3 xyxy=(600,925,612,942)
ad-tpcodl xyxy=(238,818,590,1024)
ossc-th-1: Sl. xyxy=(244,1285,258,1316)
ossc-th-5: Cost of Tender Document with GST xyxy=(456,1285,498,1316)
tpcodl-r1-c3: Management of Customer Care Centre across TPCODL for 2 Years xyxy=(365,914,585,931)
cda-header-text xyxy=(41,694,229,743)
cda-address: Arunodaya Bhawan, Link Road, Cuttack-12 xyxy=(70,721,200,729)
